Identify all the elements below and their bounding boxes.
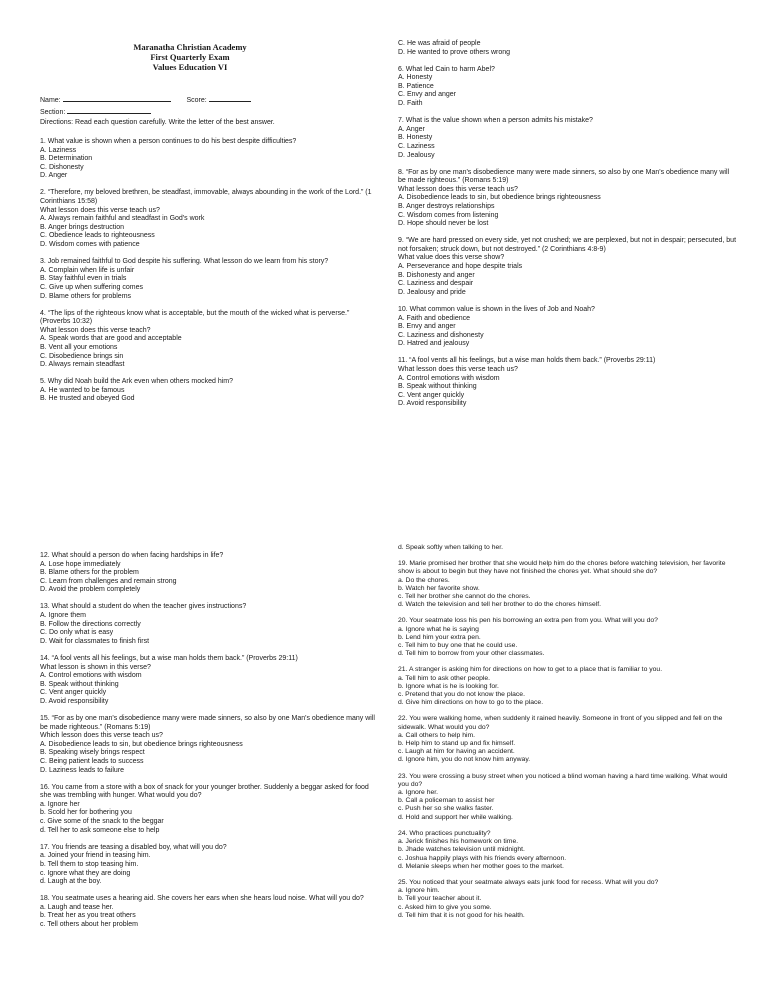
section-line [67,106,151,114]
question-prompt: What value does this verse show? [398,254,505,262]
page2-right-column [398,544,738,928]
question-block [398,773,738,822]
answer-option: c. Push her so she walks faster. [398,805,494,813]
question-block [398,169,738,229]
question-block [398,357,738,409]
question-block [398,879,738,920]
answer-option: A. He wanted to be famous [40,386,125,394]
answer-option: a. Ignore him. [398,887,440,895]
answer-option: C. Disobedience brings sin [40,352,124,360]
answer-option: C. Wisdom comes from listening [398,211,499,219]
answer-option: b. Help him to stand up and fix himself. [398,740,516,748]
question-prompt: What lesson does this verse teach us? [398,185,518,193]
answer-option: D. Hope should never be lost [398,220,489,228]
question-block [40,895,380,929]
answer-option: C. He was afraid of people [398,40,481,47]
answer-option: A. Ignore them [40,612,86,620]
answer-option: A. Speak words that are good and acceptable [40,335,182,343]
answer-option: d. Tell him to borrow from your other classmates. [398,650,545,658]
school-name: Maranatha Christian Academy [133,42,247,52]
question-block [40,715,380,775]
question-text: 8. “For as by one man's disobedience many were made sinners, so also by one Man's obedience many will be made righteous.” (Romans 5:19) [398,168,730,185]
score-line [209,94,251,102]
exam-page-2 [0,503,768,1006]
answer-option: d. Watch the television and tell her brother to do the chores himself. [398,601,602,609]
answer-option: c. Pretend that you do not know the place. [398,691,525,699]
question-text: 19. Marie promised her brother that she would help him do the chores before watching television, her favorite show is about to begin but they have not finished the chores yet. What should she do? [398,560,726,576]
question-text: 6. What led Cain to harm Abel? [398,65,495,73]
question-block [40,784,380,836]
question-block [398,617,738,658]
answer-option: d. Tell him that it is not good for his health. [398,911,525,919]
name-line [63,94,171,102]
question-text: 25. You noticed that your seatmate always eats junk food for recess. What will you do? [398,878,659,886]
answer-option: b. Jhade watches television until midnight. [398,846,525,854]
answer-option: C. Envy and anger [398,91,456,99]
answer-option: A. Lose hope immediately [40,560,121,568]
question-block [398,830,738,871]
answer-option: A. Disobedience leads to sin, but obedience brings righteousness [398,194,601,202]
answer-option: D. Blame others for problems [40,292,132,300]
answer-option: A. Complain when life is unfair [40,266,135,274]
question-text: 12. What should a person do when facing hardships in life? [40,552,224,559]
question-text: 14. “A fool vents all his feelings, but a wise man holds them back.” (Proverbs 29:11) [40,654,298,662]
answer-option: A. Perseverance and hope despite trials [398,263,523,271]
answer-option: D. Hatred and jealousy [398,340,470,348]
answer-option: B. Follow the directions correctly [40,620,141,628]
question-block [398,66,738,109]
answer-option: A. Disobedience leads to sin, but obedience brings righteousness [40,740,243,748]
answer-option: c. Tell him to buy one that he could use. [398,642,518,650]
answer-option: A. Honesty [398,74,433,82]
answer-option: B. Speak without thinking [40,680,119,688]
answer-option: c. Tell her brother she cannot do the chores. [398,593,531,601]
answer-option: B. Honesty [398,134,433,142]
question-block [398,117,738,160]
answer-option: c. Tell others about her problem [40,920,138,928]
answer-option: B. He trusted and obeyed God [40,395,135,403]
answer-option: a. Do the chores. [398,576,450,584]
question-block [398,666,738,707]
answer-option: b. Scold her for bothering you [40,809,132,817]
question-prompt: What lesson does this verse teach us? [398,366,518,373]
question-text: 17. You friends are teasing a disabled boy, what will you do? [40,843,227,851]
answer-option: B. Anger destroys relationships [398,203,495,210]
answer-option: c. Ignore what they are doing [40,869,131,877]
question-text: 7. What is the value shown when a person admits his mistake? [398,117,593,125]
answer-option: b. Call a policeman to assist her [398,797,495,805]
answer-option: B. Patience [398,82,434,90]
question-text: 21. A stranger is asking him for directions on how to get to a place that is familiar to you. [398,666,663,674]
question-block [40,258,380,301]
answer-option: D. Wisdom comes with patience [40,241,140,249]
question-block [40,552,380,595]
answer-option: A. Control emotions with wisdom [398,374,500,382]
answer-option: a. Laugh and tease her. [40,903,114,911]
answer-option: b. Lend him your extra pen. [398,633,481,641]
answer-option: d. Give him directions on how to go to the place. [398,699,544,707]
answer-option: C. Dishonesty [40,163,84,171]
question-text: 20. Your seatmate loss his pen his borrowing an extra pen from you. What will you do? [398,617,658,625]
answer-option: a. Tell him to ask other people. [398,674,491,682]
question-text: 24. Who practices punctuality? [398,829,491,837]
student-fields [40,94,251,117]
question-block [398,715,738,764]
question-block [40,378,380,404]
answer-option: B. Dishonesty and anger [398,271,475,279]
question-block [40,603,380,646]
answer-option: B. Vent all your emotions [40,343,118,351]
section-label: Section: [40,108,66,116]
question-text: 23. You were crossing a busy street when you noticed a blind woman having a hard time walking. What would you do? [398,772,728,788]
question-block [398,306,738,349]
directions: Directions: Read each question carefully. Write the letter of the best answer. [40,119,275,126]
answer-option: B. Anger brings destruction [40,223,125,231]
answer-option: a. Ignore her. [398,789,439,797]
question-block [40,138,380,181]
answer-option: C. Laziness and despair [398,280,474,288]
question-block [40,189,380,249]
answer-option: B. Blame others for the problem [40,569,139,577]
score-label: Score: [186,97,207,104]
answer-option: d. Tell her to ask someone else to help [40,826,160,834]
answer-option: c. Laugh at him for having an accident. [398,748,515,756]
name-label: Name: [40,97,61,104]
answer-option: d. Melanie sleeps when her mother goes to the market. [398,862,564,870]
answer-option: C. Laziness [398,142,435,150]
answer-option: a. Call others to help him. [398,731,476,739]
answer-option: d. Ignore him, you do not know him anyway. [398,756,531,764]
answer-option: a. Ignore what he is saying [398,625,479,633]
question-text: 11. “A fool vents all his feelings, but a wise man holds them back.” (Proverbs 29:11) [398,357,656,365]
page2-left-column [40,552,380,938]
answer-option: b. Watch her favorite show. [398,584,480,592]
answer-option: D. Wait for classmates to finish first [40,637,150,645]
answer-option: D. Jealousy and pride [398,288,466,296]
answer-option: B. Envy and anger [398,323,456,331]
answer-option: D. Jealousy [398,151,435,159]
answer-option: D. Avoid responsibility [398,400,467,408]
answer-option: c. Give some of the snack to the beggar [40,818,164,826]
question-prompt: Which lesson does this verse teach us? [40,732,163,740]
question-text: 13. What should a student do when the teacher gives instructions? [40,603,247,611]
answer-option: D. Avoid responsibility [40,697,109,705]
answer-option: D. Avoid the problem completely [40,586,141,594]
answer-option: C. Vent anger quickly [40,689,107,697]
question-block [40,655,380,707]
question-text: 18. You seatmate uses a hearing aid. She covers her ears when she hears loud noise. What will you do? [40,895,364,903]
answer-option: d. Speak softly when talking to her. [398,544,504,551]
answer-option: C. Vent anger quickly [398,391,465,399]
answer-option: d. Laugh at the boy. [40,878,102,886]
answer-option: c. Joshua happily plays with his friends every afternoon. [398,854,567,862]
subject-title: Values Education VI [152,62,228,72]
question-prompt: What lesson does this verse teach us? [40,206,160,214]
question-block [398,237,738,297]
answer-option: B. Determination [40,155,93,163]
page1-right-column [398,40,738,417]
answer-option: D. Faith [398,100,423,108]
question-block [40,844,380,887]
answer-option: C. Do only what is easy [40,629,114,637]
answer-option: a. Joined your friend in teasing him. [40,852,151,860]
question-block [398,40,738,57]
answer-option: B. Speak without thinking [398,383,477,391]
answer-option: A. Laziness [40,146,77,154]
question-text: 1. What value is shown when a person continues to do his best despite difficulties? [40,138,297,145]
answer-option: A. Control emotions with wisdom [40,672,142,680]
question-text: 3. Job remained faithful to God despite his suffering. What lesson do we learn from his story? [40,258,329,266]
question-text: 2. “Therefore, my beloved brethren, be steadfast, immovable, always abounding in the work of the Lord.” (1 Corinthians 15:58) [40,189,372,206]
answer-option: C. Give up when suffering comes [40,283,143,291]
answer-option: B. Speaking wisely brings respect [40,749,145,757]
question-text: 4. “The lips of the righteous know what is acceptable, but the mouth of the wicked what is perverse.” (Proverbs 10:32) [40,309,350,326]
answer-option: a. Ignore her [40,800,80,808]
answer-option: C. Learn from challenges and remain strong [40,577,177,585]
answer-option: d. Hold and support her while walking. [398,813,513,821]
answer-option: C. Laziness and dishonesty [398,331,484,339]
exam-header [40,42,340,72]
question-prompt: What lesson does this verse teach? [40,326,151,334]
question-block [398,544,738,552]
answer-option: A. Anger [398,125,425,133]
question-block [40,310,380,370]
answer-option: A. Faith and obedience [398,314,470,322]
answer-option: b. Treat her as you treat others [40,912,136,920]
question-text: 10. What common value is shown in the lives of Job and Noah? [398,305,595,313]
question-text: 15. “For as by one man's disobedience many were made sinners, so also by one Man's obedience many will be made righteous.” (Romans 5:19) [40,715,375,731]
answer-option: b. Ignore what is he is looking for. [398,682,499,690]
answer-option: D. He wanted to prove others wrong [398,48,511,56]
exam-title: First Quarterly Exam [150,52,230,62]
question-text: 16. You came from a store with a box of snack for your younger brother. Suddenly a beggar asked for food she was trembling with hunger. What would you do? [40,783,369,800]
answer-option: A. Always remain faithful and steadfast in God's work [40,215,205,223]
question-text: 22. You were walking home, when suddenly it rained heavily. Someone in front of you slipped and fell on the sidewalk. What would you do? [398,715,723,731]
answer-option: B. Stay faithful even in trials [40,275,127,283]
question-text: 9. “We are hard pressed on every side, yet not crushed; we are perplexed, but not in despair; persecuted, but not forsaken; struck down, but not destroyed.” (2 Corinthians 4:8-9) [398,237,737,253]
answer-option: D. Always remain steadfast [40,361,125,369]
answer-option: b. Tell them to stop teasing him. [40,860,139,868]
question-text: 5. Why did Noah build the Ark even when others mocked him? [40,378,233,386]
answer-option: C. Being patient leads to success [40,757,144,765]
page1-left-column [40,138,380,413]
answer-option: b. Tell your teacher about it. [398,895,482,903]
answer-option: D. Laziness leads to failure [40,766,125,774]
answer-option: D. Anger [40,172,68,180]
answer-option: c. Asked him to give you some. [398,903,492,911]
answer-option: a. Jerick finishes his homework on time. [398,838,519,846]
question-prompt: What lesson is shown in this verse? [40,663,151,671]
question-block [398,560,738,609]
answer-option: C. Obedience leads to righteousness [40,232,155,240]
